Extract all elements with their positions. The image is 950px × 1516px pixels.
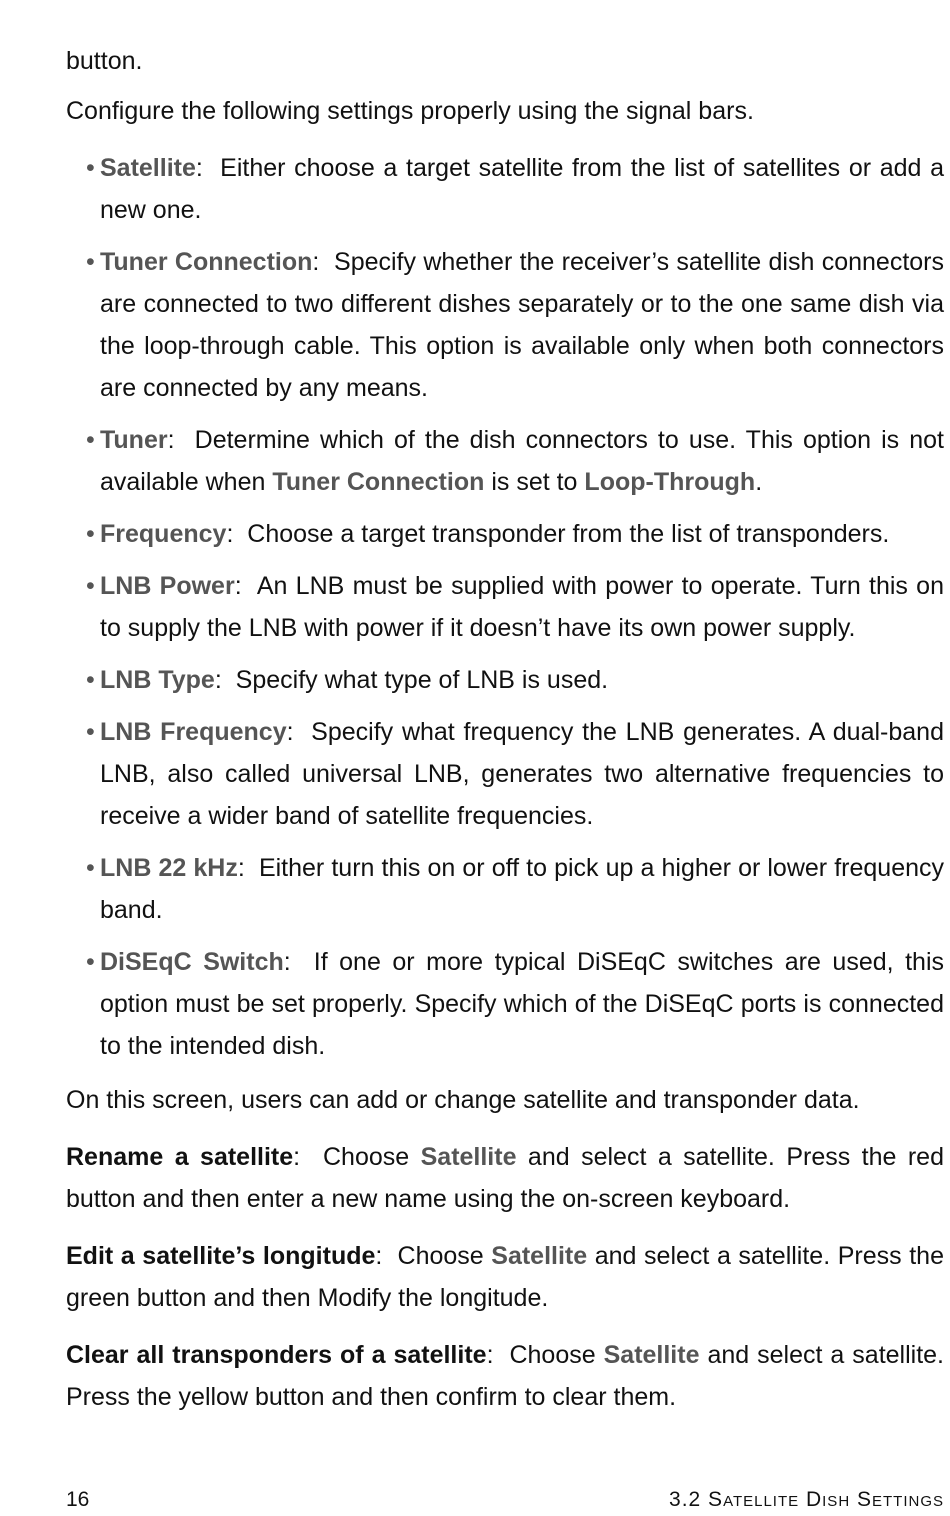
setting-satellite: • Satellite: Either choose a target satellite from the list of satellites or add a new one. [66,147,944,231]
setting-term: LNB Type [100,666,215,694]
setting-term: Tuner Connection [100,248,313,276]
setting-term: LNB 22 kHz [100,854,238,882]
bullet-icon: • [86,718,95,746]
setting-term: DiSEqC Switch [100,948,284,976]
setting-description: Specify what frequency the LNB generates. A dual-band LNB, also called universal LNB, generates two alternative frequencies to receive a wider band of satellite frequencies. [100,718,944,830]
instruction-lead: Rename a satellite [66,1143,294,1171]
page-footer [66,1488,944,1512]
setting-lnb-22khz: • LNB 22 kHz: Either turn this on or off to pick up a higher or lower frequency band. [66,847,944,931]
bullet-icon: • [86,154,95,182]
bullet-icon: • [86,948,95,976]
bullet-icon: • [86,520,95,548]
setting-description: If one or more typical DiSEqC switches are used, this option must be set properly. Specify which of the DiSEqC ports is connected to the intended dish. [100,948,945,1060]
setting-term: LNB Power [100,572,235,600]
bullet-icon: • [86,666,95,694]
setting-term: Tuner [100,426,168,454]
setting-description: Specify whether the receiver’s satellite dish connectors are connected to two different dishes separately or to the one same dish via the loop-through cable. This option is available only when both connectors are connected by any means. [100,248,945,402]
setting-diseqc-switch: • DiSEqC Switch: If one or more typical DiSEqC switches are used, this option must be set properly. Specify which of the DiSEqC ports is connected to the intended dish. [66,941,944,1067]
setting-term: Frequency [100,520,227,548]
screen-note: On this screen, users can add or change satellite and transponder data. [66,1086,860,1114]
instruction-edit-longitude: Edit a satellite’s longitude: Choose Satellite and select a satellite. Press the green button and then Modify the longitude. [66,1242,944,1312]
setting-term: LNB Frequency [100,718,287,746]
bullet-icon: • [86,248,95,276]
instruction-text: Choose [322,1143,421,1171]
page-number: 16 [66,1488,90,1511]
setting-tuner-connection: • Tuner Connection: Specify whether the receiver’s satellite dish connectors are connected to two different dishes separately or to the one same dish via the loop-through cable. This option is available only when both connectors are connected by any means. [66,241,944,409]
instruction-text: and select a satellite. Press the yellow button and then confirm to clear them. [66,1341,945,1411]
instruction-reference: Satellite [603,1341,700,1369]
instruction-reference: Satellite [420,1143,517,1171]
settings-list [66,147,944,1067]
setting-tuner: • Tuner: Determine which of the dish connectors to use. This option is not available when Tuner Connection is set to Loop-Through. [66,419,944,503]
setting-description: Determine which of the dish connectors to use. This option is not available when [100,426,944,496]
instruction-lead: Edit a satellite’s longitude [66,1242,376,1270]
manual-page [66,40,944,1433]
bullet-icon: • [86,426,95,454]
setting-description: Either choose a target satellite from the list of satellites or add a new one. [100,154,945,224]
setting-lnb-power: • LNB Power: An LNB must be supplied with power to operate. Turn this on to supply the LNB with power if it doesn’t have its own power supply. [66,565,944,649]
setting-description: Choose a target transponder from the list of transponders. [247,520,890,548]
setting-lnb-frequency: • LNB Frequency: Specify what frequency the LNB generates. A dual-band LNB, also called universal LNB, generates two alternative frequencies to receive a wider band of satellite frequencies. [66,711,944,837]
bullet-icon: • [86,572,95,600]
setting-description: . [755,468,763,496]
setting-reference: Tuner Connection [272,468,485,496]
instruction-rename: Rename a satellite: Choose Satellite and select a satellite. Press the red button and then enter a new name using the on-screen keyboard. [66,1143,944,1213]
intro-paragraph: Configure the following settings properly using the signal bars. [66,97,754,125]
setting-description: An LNB must be supplied with power to operate. Turn this on to supply the LNB with power if it doesn’t have its own power supply. [100,572,944,642]
instruction-text: and select a satellite. Press the red button and then enter a new name using the on-screen keyboard. [66,1143,944,1213]
instruction-text: Choose [509,1341,604,1369]
setting-reference: Loop-Through [584,468,756,496]
setting-description: Either turn this on or off to pick up a higher or lower frequency band. [100,854,944,924]
setting-description: Specify what type of LNB is used. [235,666,609,694]
setting-term: Satellite [100,154,196,182]
instruction-text: and select a satellite. Press the green button and then Modify the longitude. [66,1242,944,1312]
instruction-lead: Clear all transponders of a satellite [66,1341,487,1369]
instruction-reference: Satellite [491,1242,588,1270]
setting-frequency: • Frequency: Choose a target transponder from the list of transponders. [66,513,944,555]
section-title: 3.2 Satellite Dish Settings [669,1488,944,1511]
continued-text: button. [66,47,143,75]
setting-lnb-type: • LNB Type: Specify what type of LNB is used. [66,659,944,701]
setting-description: is set to [484,468,585,496]
instruction-text: Choose [397,1242,492,1270]
bullet-icon: • [86,854,95,882]
instruction-clear-transponders: Clear all transponders of a satellite: Choose Satellite and select a satellite. Press the yellow button and then confirm to clear them. [66,1341,945,1411]
